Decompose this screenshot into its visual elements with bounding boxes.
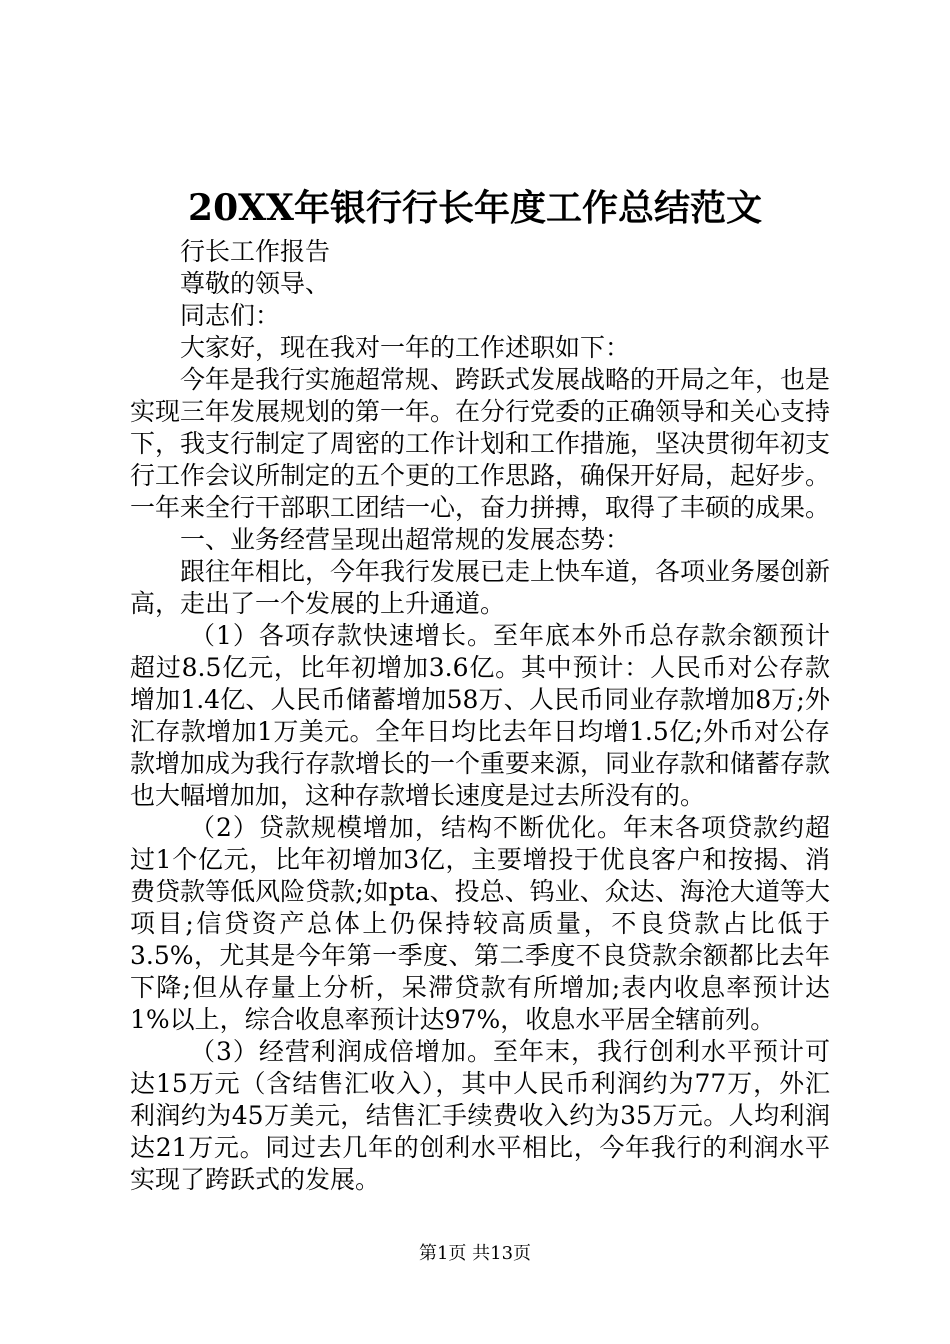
section-heading-1: 一、业务经营呈现出超常规的发展态势： <box>180 525 631 554</box>
paragraph-profits: （3）经营利润成倍增加。至年末，我行创利水平预计可达15万元（含结售汇收入），其中人民币利润约为77万，外汇利润约为45万美元，结售汇手续费收入约为35万元。人均利润达21万元。同过去几年的创利水平相比，今年我行的利润水平实现了跨跃式的发展。 <box>130 1037 830 1194</box>
paragraph-overview: 跟往年相比，今年我行发展已走上快车道，各项业务屡创新高，走出了一个发展的上升通道。 <box>130 557 831 618</box>
page-footer: 第1页 共13页 <box>418 1243 532 1264</box>
paragraph-heading: 行长工作报告 <box>180 237 331 266</box>
paragraph-greeting: 大家好，现在我对一年的工作述职如下： <box>180 333 631 362</box>
paragraph-intro: 今年是我行实施超常规、跨跃式发展战略的开局之年，也是实现三年发展规划的第一年。在分行党委的正确领导和关心支持下，我支行制定了周密的工作计划和工作措施，坚决贯彻年初支行工作会议所制定的五个更的工作思路，确保开好局，起好步。一年来全行干部职工团结一心，奋力拼搏，取得了丰硕的成果。 <box>130 365 831 522</box>
paragraph-deposits: （1）各项存款快速增长。至年底本外币总存款余额预计超过8.5亿元，比年初增加3.6亿。其中预计：人民币对公存款增加1.4亿、人民币储蓄增加58万、人民币同业存款增加8万;外汇存款增加1万美元。全年日均比去年日均增1.5亿;外币对公存款增加成为我行存款增长的一个重要来源，同业存款和储蓄存款也大幅增加加，这种存款增长速度是过去所没有的。 <box>130 621 831 810</box>
paragraph-salutation-2: 同志们： <box>180 301 281 330</box>
document-title: 20XX年银行行长年度工作总结范文 <box>188 187 762 229</box>
paragraph-salutation-1: 尊敬的领导、 <box>180 269 331 298</box>
document-body <box>130 236 830 1196</box>
paragraph-loans: （2）贷款规模增加，结构不断优化。年末各项贷款约超过1个亿元，比年初增加3亿，主要增投于优良客户和按揭、消费贷款等低风险贷款;如pta、投总、钨业、众达、海沧大道等大项目;信贷资产总体上仍保持较高质量，不良贷款占比低于3.5%，尤其是今年第一季度、第二季度不良贷款余额都比去年下降;但从存量上分析，呆滞贷款有所增加;表内收息率预计达1%以上，综合收息率预计达97%，收息水平居全辖前列。 <box>130 813 830 1034</box>
